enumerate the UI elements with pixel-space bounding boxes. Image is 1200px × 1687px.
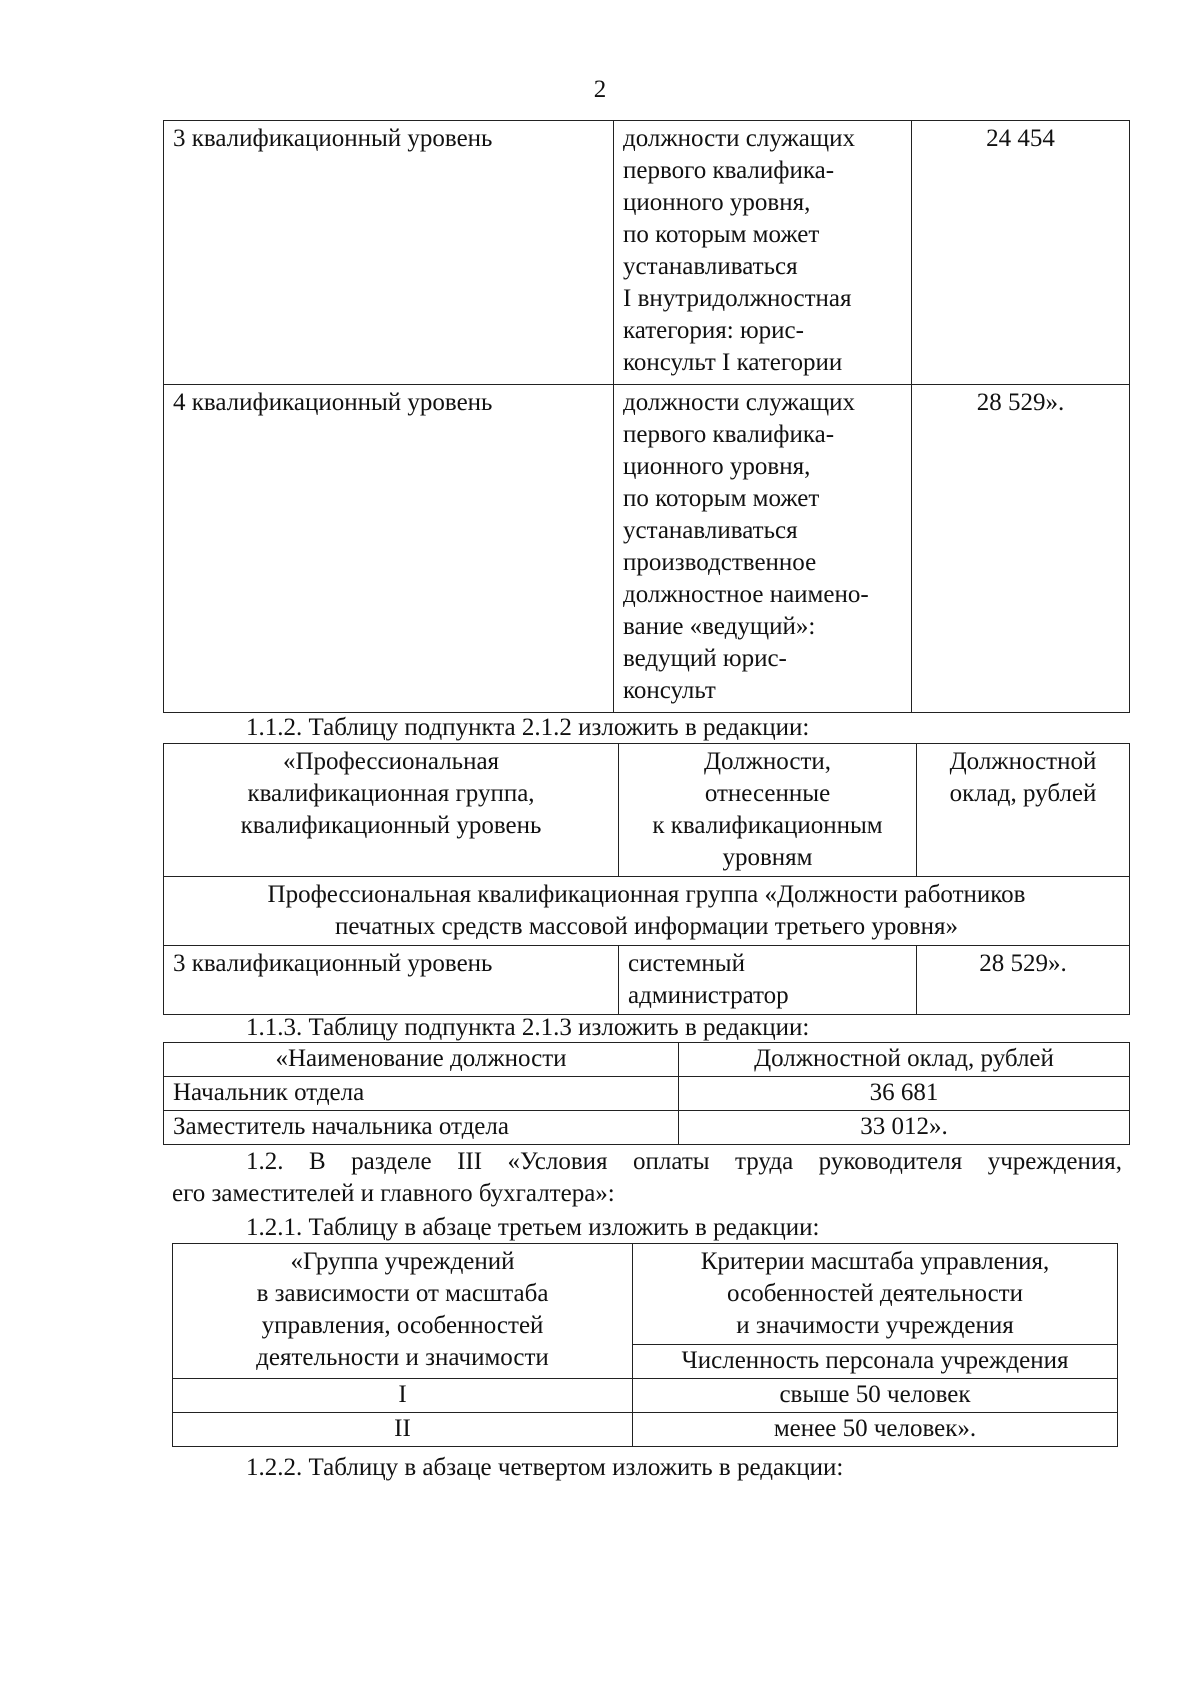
criteria-cell: свыше 50 человек xyxy=(633,1379,1118,1413)
positions-line: по которым может xyxy=(623,485,820,512)
group-cell: II xyxy=(173,1413,633,1447)
table-row xyxy=(173,1413,1118,1447)
table-row xyxy=(164,1077,1130,1111)
positions-line: ведущий юрис- xyxy=(623,645,787,672)
header-line: Должностной xyxy=(949,748,1097,775)
criteria-cell: менее 50 человек». xyxy=(633,1413,1118,1447)
position-name-cell: Начальник отдела xyxy=(164,1077,679,1111)
header-line: «Профессиональная xyxy=(282,748,500,775)
header-line: в зависимости от масштаба xyxy=(256,1280,549,1307)
header-line: отнесенные xyxy=(704,780,831,807)
positions-line: консульт I категории xyxy=(623,349,843,376)
positions-line: первого квалифика- xyxy=(623,421,835,448)
salary-cell: 24 454 xyxy=(912,121,1130,385)
positions-line: устанавливаться xyxy=(623,517,798,544)
positions-line: консульт xyxy=(623,677,716,704)
header-line: деятельности и значимости xyxy=(256,1344,549,1371)
positions-line: вание «ведущий»: xyxy=(623,613,816,640)
level-cell: 4 квалификационный уровень xyxy=(164,385,614,713)
positions-line: должностное наимено- xyxy=(623,581,869,608)
header-line: квалификационная группа, xyxy=(247,780,535,807)
header-line: «Группа учреждений xyxy=(290,1248,515,1275)
positions-line: системный xyxy=(628,950,745,977)
table-row xyxy=(164,121,1130,385)
group-title-line: печатных средств массовой информации третьего уровня» xyxy=(334,913,959,940)
positions-line: производственное xyxy=(623,549,817,576)
paragraph-1-2-2: 1.2.2. Таблицу в абзаце четвертом изложить в редакции: xyxy=(246,1454,844,1481)
header-line: к квалификационным xyxy=(652,812,883,839)
table-department-positions xyxy=(163,1042,1130,1145)
table-qualification-levels xyxy=(163,120,1130,713)
table-row xyxy=(173,1379,1118,1413)
header-line: Должности, xyxy=(703,748,832,775)
positions-line: I внутридолжностная xyxy=(623,285,852,312)
group-title-line: Профессиональная квалификационная группа «Должности работников xyxy=(267,881,1026,908)
salary-cell: 28 529». xyxy=(912,385,1130,713)
paragraph-1-2-line-1: 1.2. В разделе III «Условия оплаты труда руководителя учреждения, xyxy=(246,1148,1122,1175)
positions-line: устанавливаться xyxy=(623,253,798,280)
paragraph-1-2-line-2: его заместителей и главного бухгалтера»: xyxy=(172,1180,615,1207)
header-criteria xyxy=(633,1244,1118,1345)
level-cell: 3 квалификационный уровень xyxy=(164,946,619,1015)
header-line: Критерии масштаба управления, xyxy=(700,1248,1050,1275)
salary-cell: 28 529». xyxy=(917,946,1130,1015)
paragraph-1-1-3: 1.1.3. Таблицу подпункта 2.1.3 изложить в редакции: xyxy=(246,1014,810,1041)
positions-line: ционного уровня, xyxy=(623,189,811,216)
header-institution-group xyxy=(173,1244,633,1379)
page-number: 2 xyxy=(593,76,607,103)
level-cell: 3 квалификационный уровень xyxy=(164,121,614,385)
header-line: управления, особенностей xyxy=(261,1312,544,1339)
header-salary xyxy=(917,744,1130,877)
table-header-row xyxy=(164,744,1130,877)
salary-cell: 33 012». xyxy=(679,1111,1130,1145)
table-row xyxy=(164,946,1130,1015)
group-cell: I xyxy=(173,1379,633,1413)
table-group-row xyxy=(164,877,1130,946)
header-line: и значимости учреждения xyxy=(736,1312,1014,1339)
paragraph-1-2-1: 1.2.1. Таблицу в абзаце третьем изложить в редакции: xyxy=(246,1214,820,1241)
positions-cell xyxy=(619,946,917,1015)
positions-line: администратор xyxy=(628,982,789,1009)
paragraph-1-1-2: 1.1.2. Таблицу подпункта 2.1.2 изложить в редакции: xyxy=(246,714,810,741)
header-line: квалификационный уровень xyxy=(240,812,542,839)
positions-line: должности служащих xyxy=(623,389,856,416)
positions-line: первого квалифика- xyxy=(623,157,835,184)
positions-line: ционного уровня, xyxy=(623,453,811,480)
table-header-row xyxy=(164,1043,1130,1077)
group-title-cell xyxy=(164,877,1130,946)
table-row xyxy=(164,1111,1130,1145)
header-staff-count: Численность персонала учреждения xyxy=(633,1345,1118,1379)
table-header-row xyxy=(173,1244,1118,1345)
positions-line: по которым может xyxy=(623,221,820,248)
table-institution-groups xyxy=(172,1243,1118,1447)
header-line: уровням xyxy=(722,844,813,871)
header-positions xyxy=(619,744,917,877)
positions-cell xyxy=(614,385,912,713)
header-line: оклад, рублей xyxy=(949,780,1097,807)
header-position-name: «Наименование должности xyxy=(164,1043,679,1077)
table-row xyxy=(164,385,1130,713)
header-line: особенностей деятельности xyxy=(727,1280,1023,1307)
positions-cell xyxy=(614,121,912,385)
position-name-cell: Заместитель начальника отдела xyxy=(164,1111,679,1145)
table-press-workers xyxy=(163,743,1130,1015)
header-group-level xyxy=(164,744,619,877)
positions-line: должности служащих xyxy=(623,125,856,152)
salary-cell: 36 681 xyxy=(679,1077,1130,1111)
positions-line: категория: юрис- xyxy=(623,317,804,344)
header-salary: Должностной оклад, рублей xyxy=(679,1043,1130,1077)
